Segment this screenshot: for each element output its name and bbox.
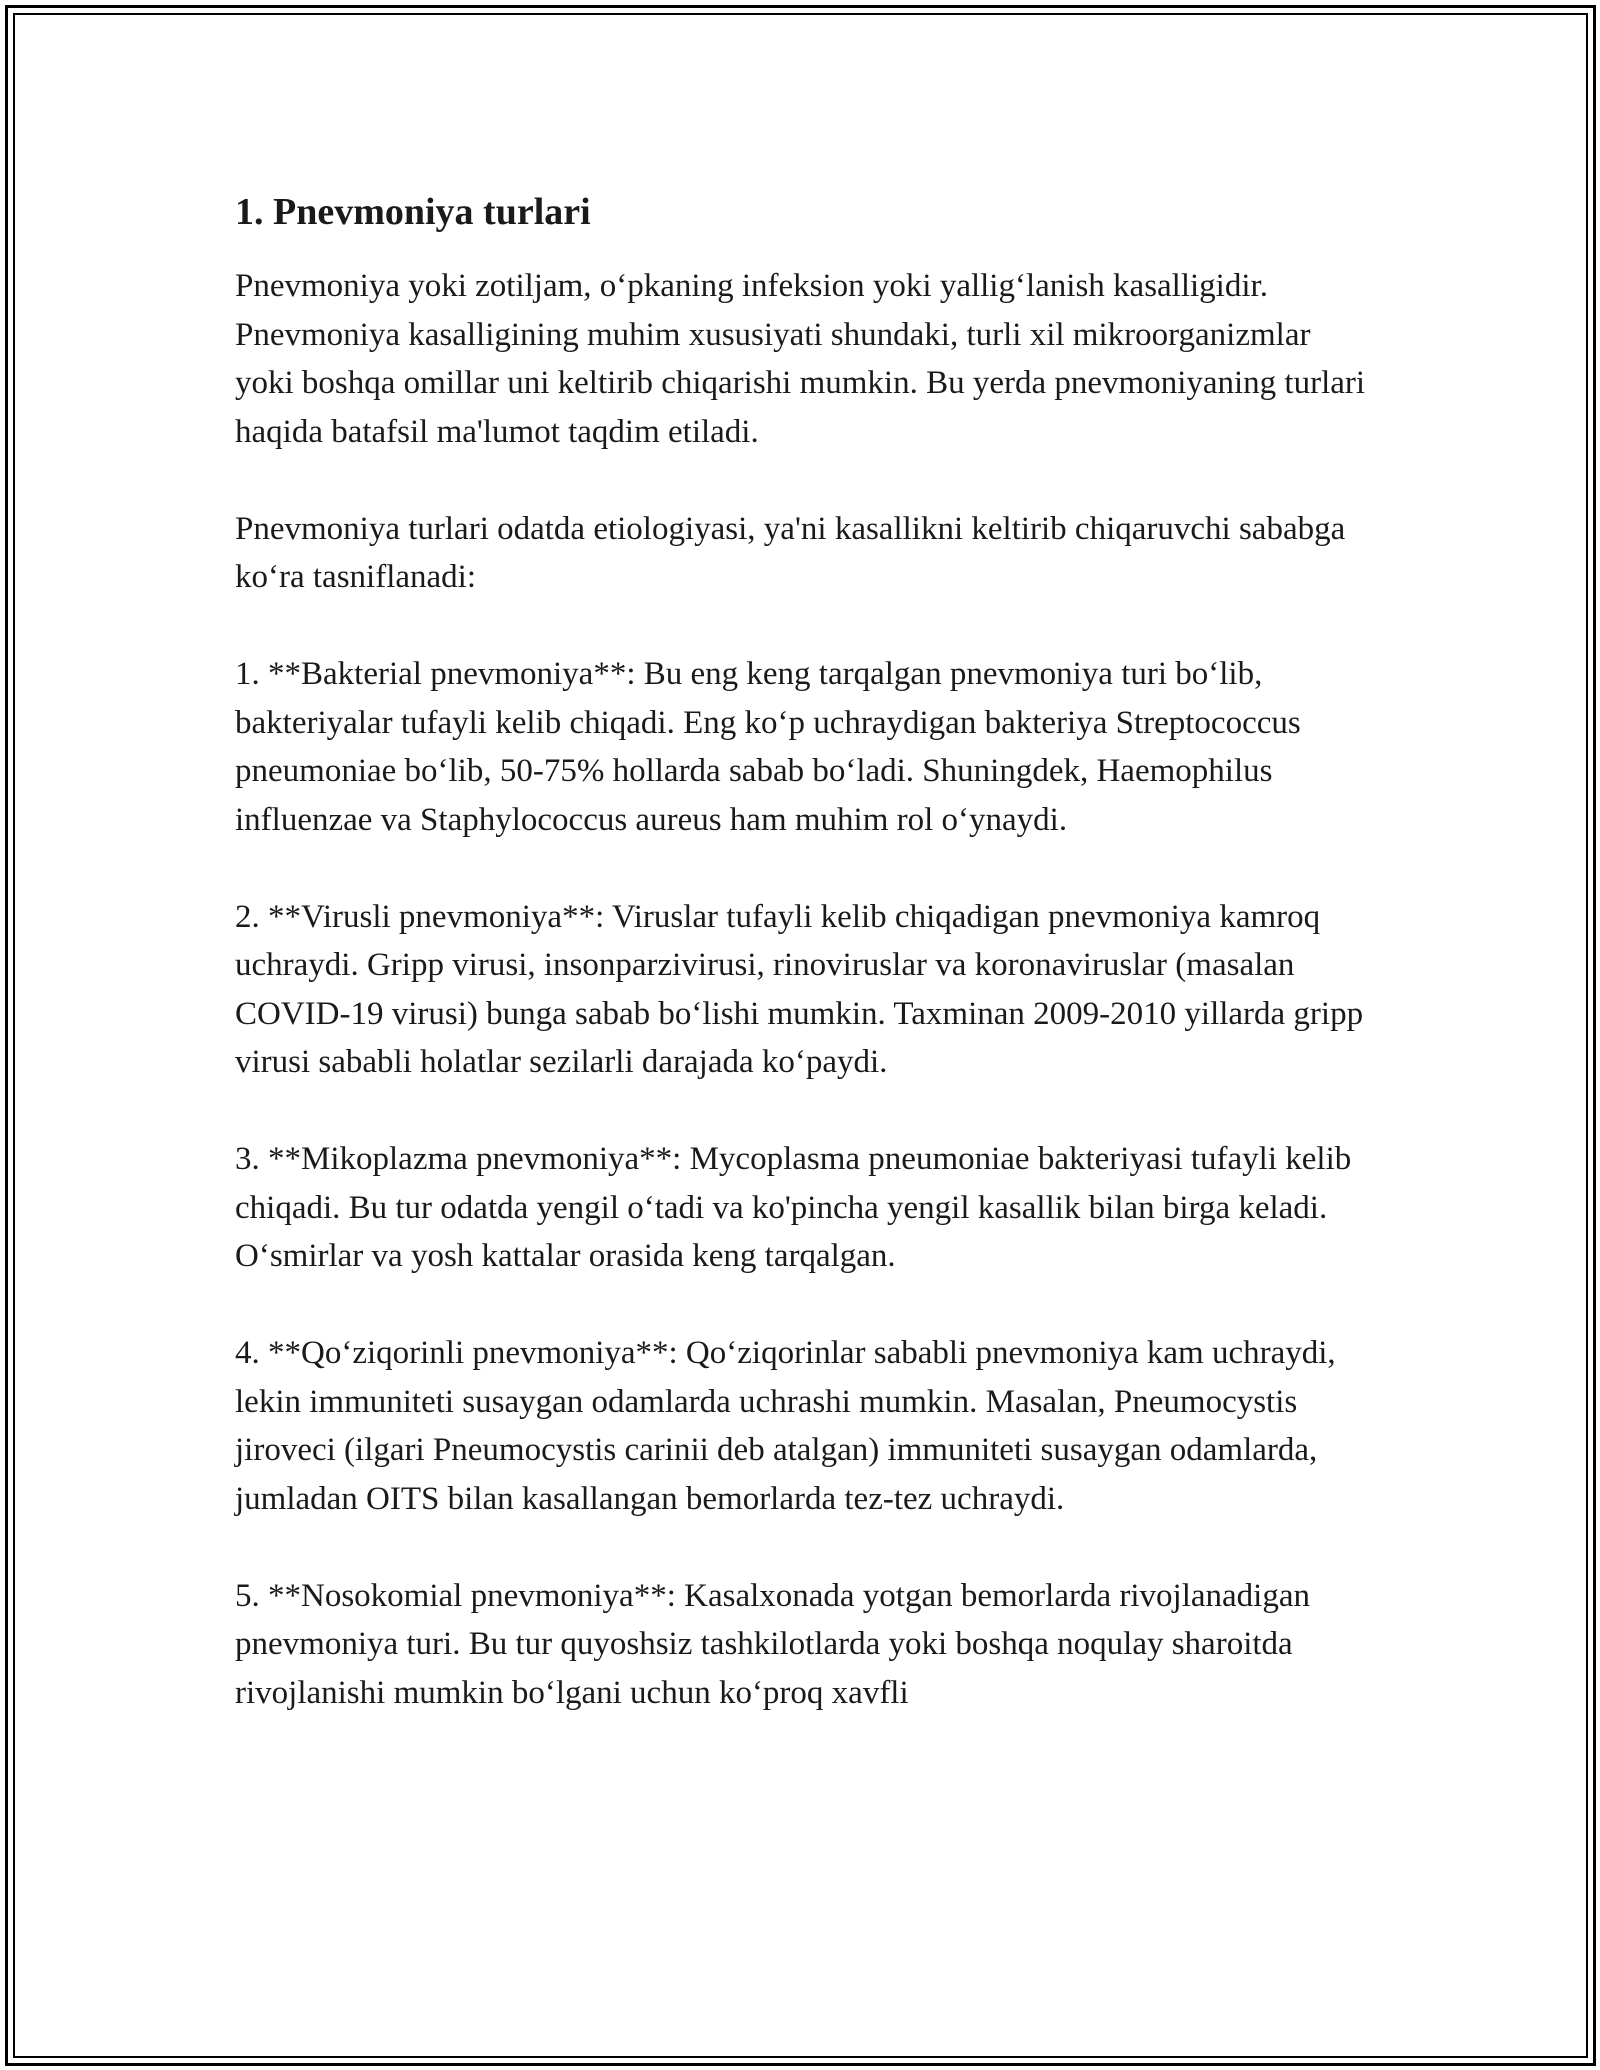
document-body bbox=[235, 186, 1370, 1717]
paragraph-bacterial: 1. **Bakterial pnevmoniya**: Bu eng keng tarqalgan pnevmoniya turi bo‘lib, bakteriyalar tufayli kelib chiqadi. Eng ko‘p uchraydigan bakteriya Streptococcus pneumoniae bo‘lib, 50-75% hollarda sabab bo‘ladi. Shuningdek, Haemophilus influenzae va Staphylococcus aureus ham muhim rol o‘ynaydi. bbox=[235, 656, 1301, 838]
paragraph-intro: Pnevmoniya yoki zotiljam, o‘pkaning infeksion yoki yallig‘lanish kasalligidir. Pnevmoniya kasalligining muhim xususiyati shundaki, turli xil mikroorganizmlar yoki boshqa omillar uni keltirib chiqarishi mumkin. Bu yerda pnevmoniyaning turlari haqida batafsil ma'lumot taqdim etiladi. bbox=[235, 268, 1366, 450]
paragraph-nosocomial: 5. **Nosokomial pnevmoniya**: Kasalxonada yotgan bemorlarda rivojlanadigan pnevmoniya turi. Bu tur quyoshsiz tashkilotlarda yoki boshqa noqulay sharoitda rivojlanishi mumkin bo‘lgani uchun ko‘proq xavfli bbox=[235, 1577, 1310, 1711]
section-title: 1. Pnevmoniya turlari bbox=[235, 191, 591, 233]
paragraph-mycoplasma: 3. **Mikoplazma pnevmoniya**: Mycoplasma pneumoniae bakteriyasi tufayli kelib chiqadi. Bu tur odatda yengil o‘tadi va ko'pincha yengil kasallik bilan birga keladi. O‘smirlar va yosh kattalar orasida keng tarqalgan. bbox=[235, 1141, 1352, 1274]
paragraph-classification: Pnevmoniya turlari odatda etiologiyasi, ya'ni kasallikni keltirib chiqaruvchi sababga ko‘ra tasniflanadi: bbox=[235, 510, 1346, 595]
paragraph-viral: 2. **Virusli pnevmoniya**: Viruslar tufayli kelib chiqadigan pnevmoniya kamroq uchraydi. Gripp virusi, insonparzivirusi, rinoviruslar va koronaviruslar (masalan COVID-19 virusi) bunga sabab bo‘lishi mumkin. Taxminan 2009-2010 yillarda gripp virusi sababli holatlar sezilarli darajada ko‘paydi. bbox=[235, 898, 1364, 1080]
paragraph-fungal: 4. **Qo‘ziqorinli pnevmoniya**: Qo‘ziqorinlar sababli pnevmoniya kam uchraydi, lekin immuniteti susaygan odamlarda uchrashi mumkin. Masalan, Pneumocystis jiroveci (ilgari Pneumocystis carinii deb atalgan) immuniteti susaygan odamlarda, jumladan OITS bilan kasallangan bemorlarda tez-tez uchraydi. bbox=[235, 1335, 1336, 1517]
